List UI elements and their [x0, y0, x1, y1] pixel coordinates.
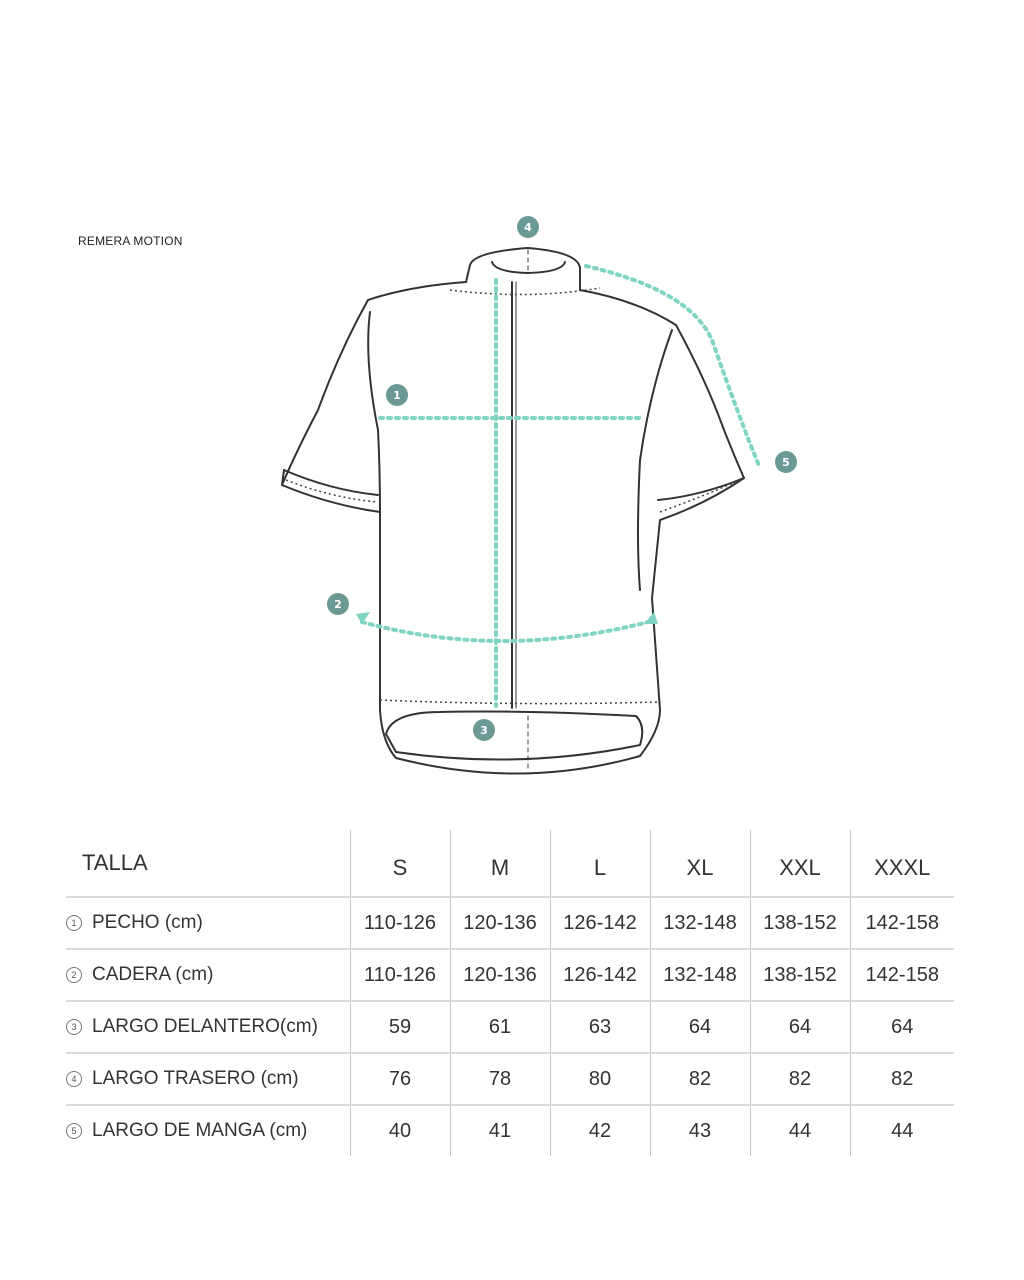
svg-text:4: 4 — [524, 221, 532, 234]
row-number-icon: 1 — [66, 915, 82, 931]
row-label — [66, 1105, 350, 1156]
size-header-xxxl: XXXL — [850, 830, 954, 897]
jersey-outline — [282, 248, 744, 774]
row-label — [66, 1053, 350, 1105]
table-cell: 61 — [450, 1001, 550, 1053]
svg-text:5: 5 — [782, 456, 790, 469]
table-cell: 82 — [850, 1053, 954, 1105]
size-header-m: M — [450, 830, 550, 897]
size-header-s: S — [350, 830, 450, 897]
table-cell: 126-142 — [550, 949, 650, 1001]
table-cell: 80 — [550, 1053, 650, 1105]
size-header-l: L — [550, 830, 650, 897]
svg-text:2: 2 — [334, 598, 342, 611]
talla-header: TALLA — [82, 850, 148, 875]
table-cell: 126-142 — [550, 897, 650, 949]
row-label — [66, 949, 350, 1001]
table-cell: 120-136 — [450, 897, 550, 949]
table-cell: 44 — [850, 1105, 954, 1156]
table-cell: 132-148 — [650, 949, 750, 1001]
table-cell: 64 — [650, 1001, 750, 1053]
table-row — [66, 1105, 954, 1156]
row-label — [66, 1001, 350, 1053]
table-cell: 44 — [750, 1105, 850, 1156]
marker-4-icon — [517, 216, 539, 238]
table-cell: 64 — [750, 1001, 850, 1053]
table-cell: 120-136 — [450, 949, 550, 1001]
table-cell: 43 — [650, 1105, 750, 1156]
table-row — [66, 1053, 954, 1105]
table-cell: 41 — [450, 1105, 550, 1156]
table-cell: 142-158 — [850, 897, 954, 949]
table-row — [66, 897, 954, 949]
table-cell: 42 — [550, 1105, 650, 1156]
marker-1-icon — [386, 384, 408, 406]
size-header-xxl: XXL — [750, 830, 850, 897]
marker-5-icon — [775, 451, 797, 473]
table-cell: 138-152 — [750, 897, 850, 949]
svg-text:1: 1 — [393, 389, 401, 402]
row-label-text: CADERA (cm) — [92, 964, 214, 985]
table-cell: 40 — [350, 1105, 450, 1156]
measurement-lines — [362, 266, 760, 706]
table-cell: 59 — [350, 1001, 450, 1053]
table-cell: 76 — [350, 1053, 450, 1105]
row-label — [66, 897, 350, 949]
marker-3-icon — [473, 719, 495, 741]
size-header-xl: XL — [650, 830, 750, 897]
table-cell: 138-152 — [750, 949, 850, 1001]
row-number-icon: 3 — [66, 1019, 82, 1035]
table-cell: 110-126 — [350, 949, 450, 1001]
table-cell: 142-158 — [850, 949, 954, 1001]
table-cell: 132-148 — [650, 897, 750, 949]
marker-2-icon — [327, 593, 349, 615]
table-cell: 82 — [650, 1053, 750, 1105]
jersey-diagram — [270, 205, 810, 795]
table-cell: 110-126 — [350, 897, 450, 949]
table-cell: 64 — [850, 1001, 954, 1053]
svg-text:3: 3 — [480, 724, 488, 737]
table-cell: 82 — [750, 1053, 850, 1105]
table-cell: 63 — [550, 1001, 650, 1053]
table-row — [66, 1001, 954, 1053]
row-label-text: PECHO (cm) — [92, 912, 203, 933]
row-number-icon: 2 — [66, 967, 82, 983]
row-number-icon: 4 — [66, 1071, 82, 1087]
table-cell: 78 — [450, 1053, 550, 1105]
size-chart-table — [66, 830, 954, 1156]
product-title: REMERA MOTION — [78, 234, 183, 248]
size-header-row — [66, 830, 954, 897]
row-label-text: LARGO TRASERO (cm) — [92, 1068, 299, 1089]
row-label-text: LARGO DELANTERO(cm) — [92, 1016, 318, 1037]
row-number-icon: 5 — [66, 1123, 82, 1139]
row-label-text: LARGO DE MANGA (cm) — [92, 1120, 308, 1141]
table-row — [66, 949, 954, 1001]
